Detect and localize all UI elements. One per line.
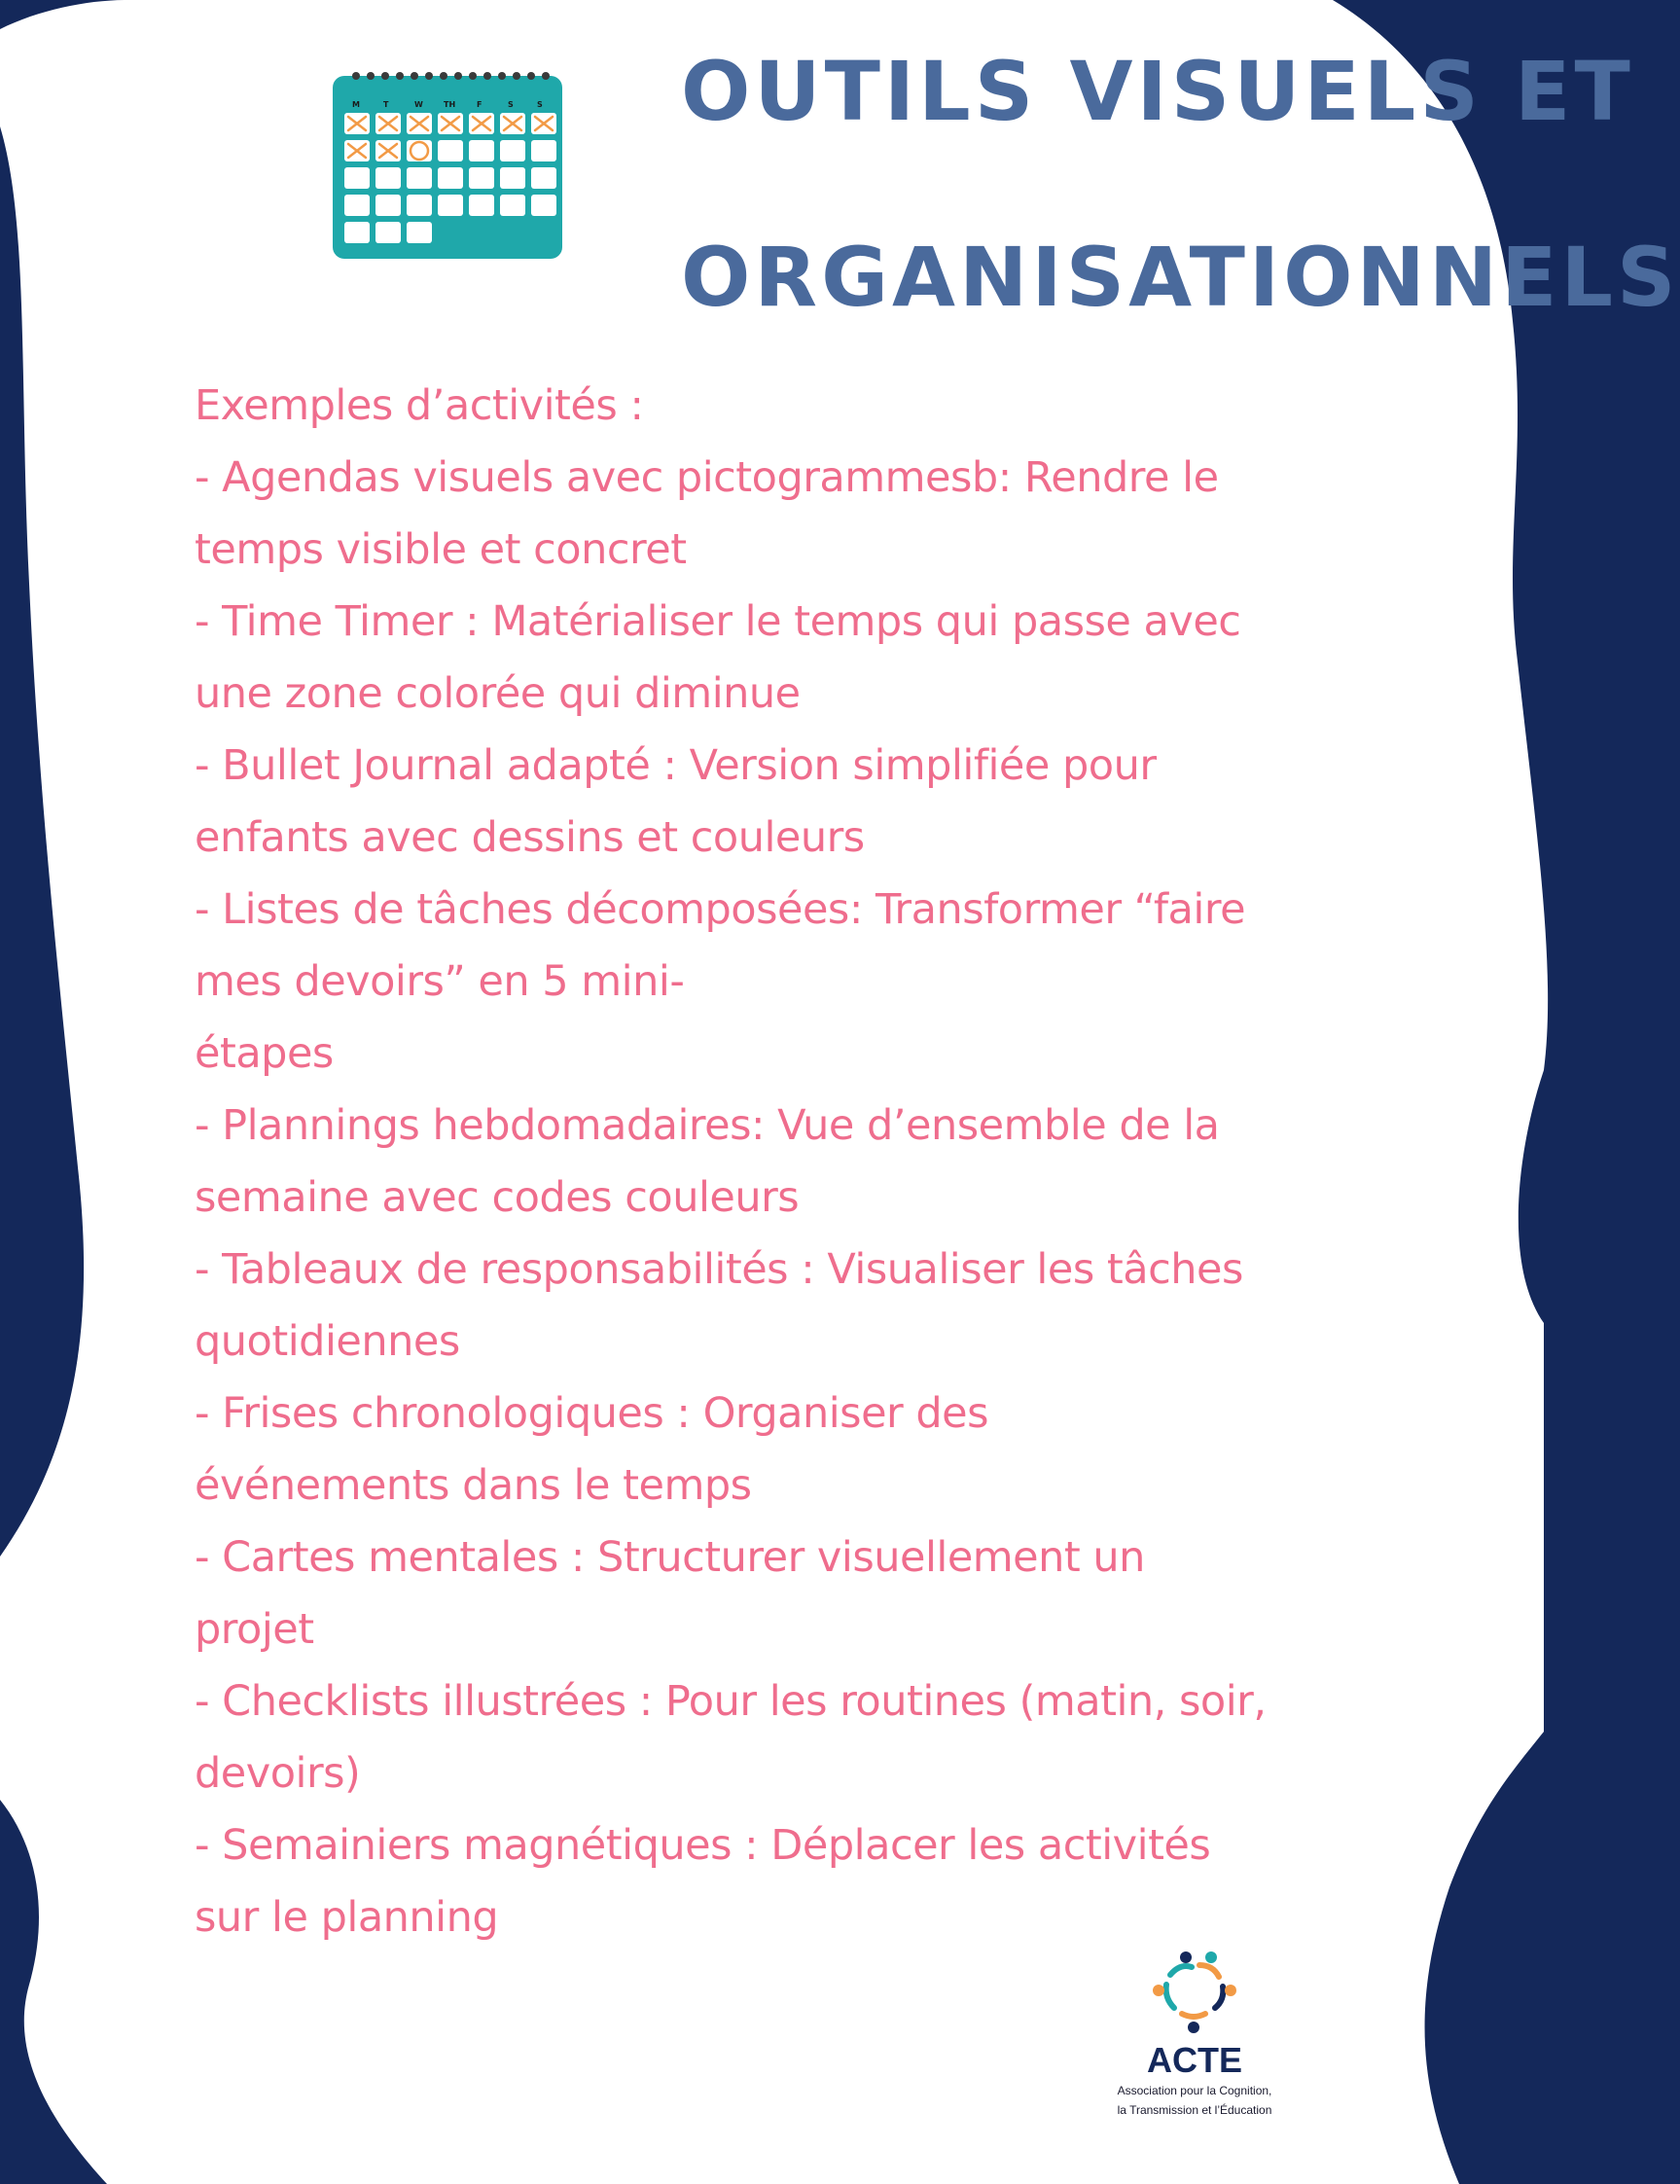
calendar-day-label: M: [352, 100, 360, 109]
list-item: - Tableaux de responsabilités : Visualiser les tâches: [195, 1245, 1243, 1294]
list-item: - Checklists illustrées : Pour les routines (matin, soir,: [195, 1677, 1267, 1726]
calendar-day-label: W: [414, 100, 423, 109]
list-item: - Listes de tâches décomposées: Transformer “faire: [195, 885, 1246, 934]
list-item: - Semainiers magnétiques : Déplacer les activités: [195, 1821, 1211, 1870]
list-item: sur le planning: [195, 1893, 499, 1942]
list-item: - Time Timer : Matérialiser le temps qui passe avec: [195, 597, 1241, 646]
list-item: enfants avec dessins et couleurs: [195, 813, 865, 862]
calendar-day-label: S: [537, 100, 543, 109]
acte-logo: [1088, 1946, 1302, 2121]
page-title-line-1: OUTILS VISUELS ET: [681, 44, 1634, 139]
list-item: semaine avec codes couleurs: [195, 1173, 800, 1222]
list-item: une zone colorée qui diminue: [195, 669, 801, 718]
people-circle-icon: [1151, 1946, 1238, 2033]
list-item: - Frises chronologiques : Organiser des: [195, 1389, 989, 1438]
calendar-icon: [327, 64, 570, 263]
list-item: événements dans le temps: [195, 1461, 752, 1510]
calendar-day-label: TH: [444, 100, 456, 109]
list-item: projet: [195, 1605, 314, 1654]
logo-name: ACTE: [1147, 2040, 1242, 2080]
list-item: étapes: [195, 1029, 334, 1078]
list-item: - Agendas visuels avec pictogrammesb: Rendre le: [195, 453, 1219, 502]
page-title-line-2: ORGANISATIONNELS: [681, 230, 1680, 325]
list-item: temps visible et concret: [195, 525, 687, 574]
calendar-day-label: F: [477, 100, 483, 109]
list-item: - Plannings hebdomadaires: Vue d’ensemble de la: [195, 1101, 1220, 1150]
calendar-day-label: S: [508, 100, 514, 109]
list-item: mes devoirs” en 5 mini-: [195, 957, 685, 1006]
logo-subtitle-line-1: Association pour la Cognition,: [1117, 2084, 1272, 2097]
calendar-day-label: T: [383, 100, 389, 109]
logo-subtitle-line-2: la Transmission et l’Éducation: [1117, 2103, 1272, 2117]
list-item: - Cartes mentales : Structurer visuellement un: [195, 1533, 1145, 1582]
list-item: - Bullet Journal adapté : Version simplifiée pour: [195, 741, 1157, 790]
activities-list: [195, 370, 1362, 1953]
list-item: quotidiennes: [195, 1317, 460, 1366]
list-item: devoirs): [195, 1749, 361, 1798]
section-heading: Exemples d’activités :: [195, 381, 644, 430]
